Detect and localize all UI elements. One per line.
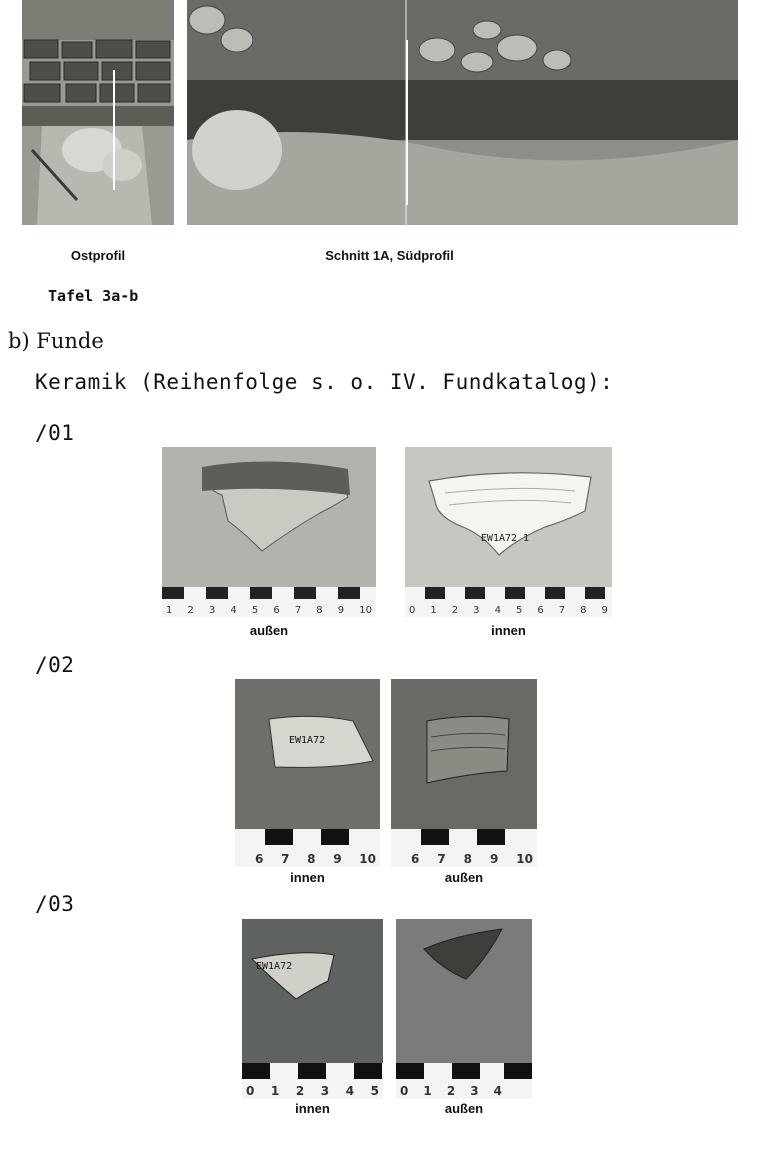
- plate-title: Tafel 3a-b: [48, 287, 139, 305]
- suedprofil-caption: Schnitt 1A, Südprofil: [325, 248, 454, 263]
- find-03-inside-scale: 0 1 2 3 4 5: [242, 1063, 383, 1099]
- find-01-left-label: außen: [249, 623, 289, 638]
- find-03-right-label: außen: [444, 1101, 484, 1116]
- find-id-02: /02: [35, 653, 75, 677]
- find-01-outside-scale: 1 2 3 4 5 6 7 8 9 10: [162, 587, 376, 617]
- section-subheading: Keramik (Reihenfolge s. o. IV. Fundkatalog):: [35, 370, 614, 394]
- section-heading: b) Funde: [8, 329, 104, 353]
- find-01-inscription: EW1A72 1: [480, 533, 530, 544]
- find-id-03: /03: [35, 892, 75, 916]
- find-03-outside-photo: [396, 919, 532, 1099]
- find-01-inside-scale: 0 1 2 3 4 5 6 7 8 9: [405, 587, 612, 617]
- find-02-inside-photo: [235, 679, 380, 867]
- find-02-inscription: EW1A72: [289, 735, 326, 746]
- find-01-outside-photo: [162, 447, 376, 617]
- find-03-outside-scale: 0 1 2 3 4: [396, 1063, 532, 1099]
- find-01-right-label: innen: [491, 623, 526, 638]
- find-02-outside-scale: 6 7 8 9 10: [391, 829, 537, 867]
- find-02-inside-scale: 6 7 8 9 10: [235, 829, 380, 867]
- find-03-left-label: innen: [295, 1101, 330, 1116]
- find-03-inside-photo: [242, 919, 383, 1099]
- find-02-outside-photo: [391, 679, 537, 867]
- find-03-inscription: EW1A72: [256, 961, 293, 972]
- find-02-left-label: innen: [290, 870, 325, 885]
- find-id-01: /01: [35, 421, 75, 445]
- ostprofil-caption: Ostprofil: [70, 248, 126, 263]
- find-01-inside-photo: [405, 447, 612, 617]
- find-02-right-label: außen: [444, 870, 484, 885]
- ostprofil-photo: [22, 0, 174, 225]
- suedprofil-photo: [187, 0, 738, 225]
